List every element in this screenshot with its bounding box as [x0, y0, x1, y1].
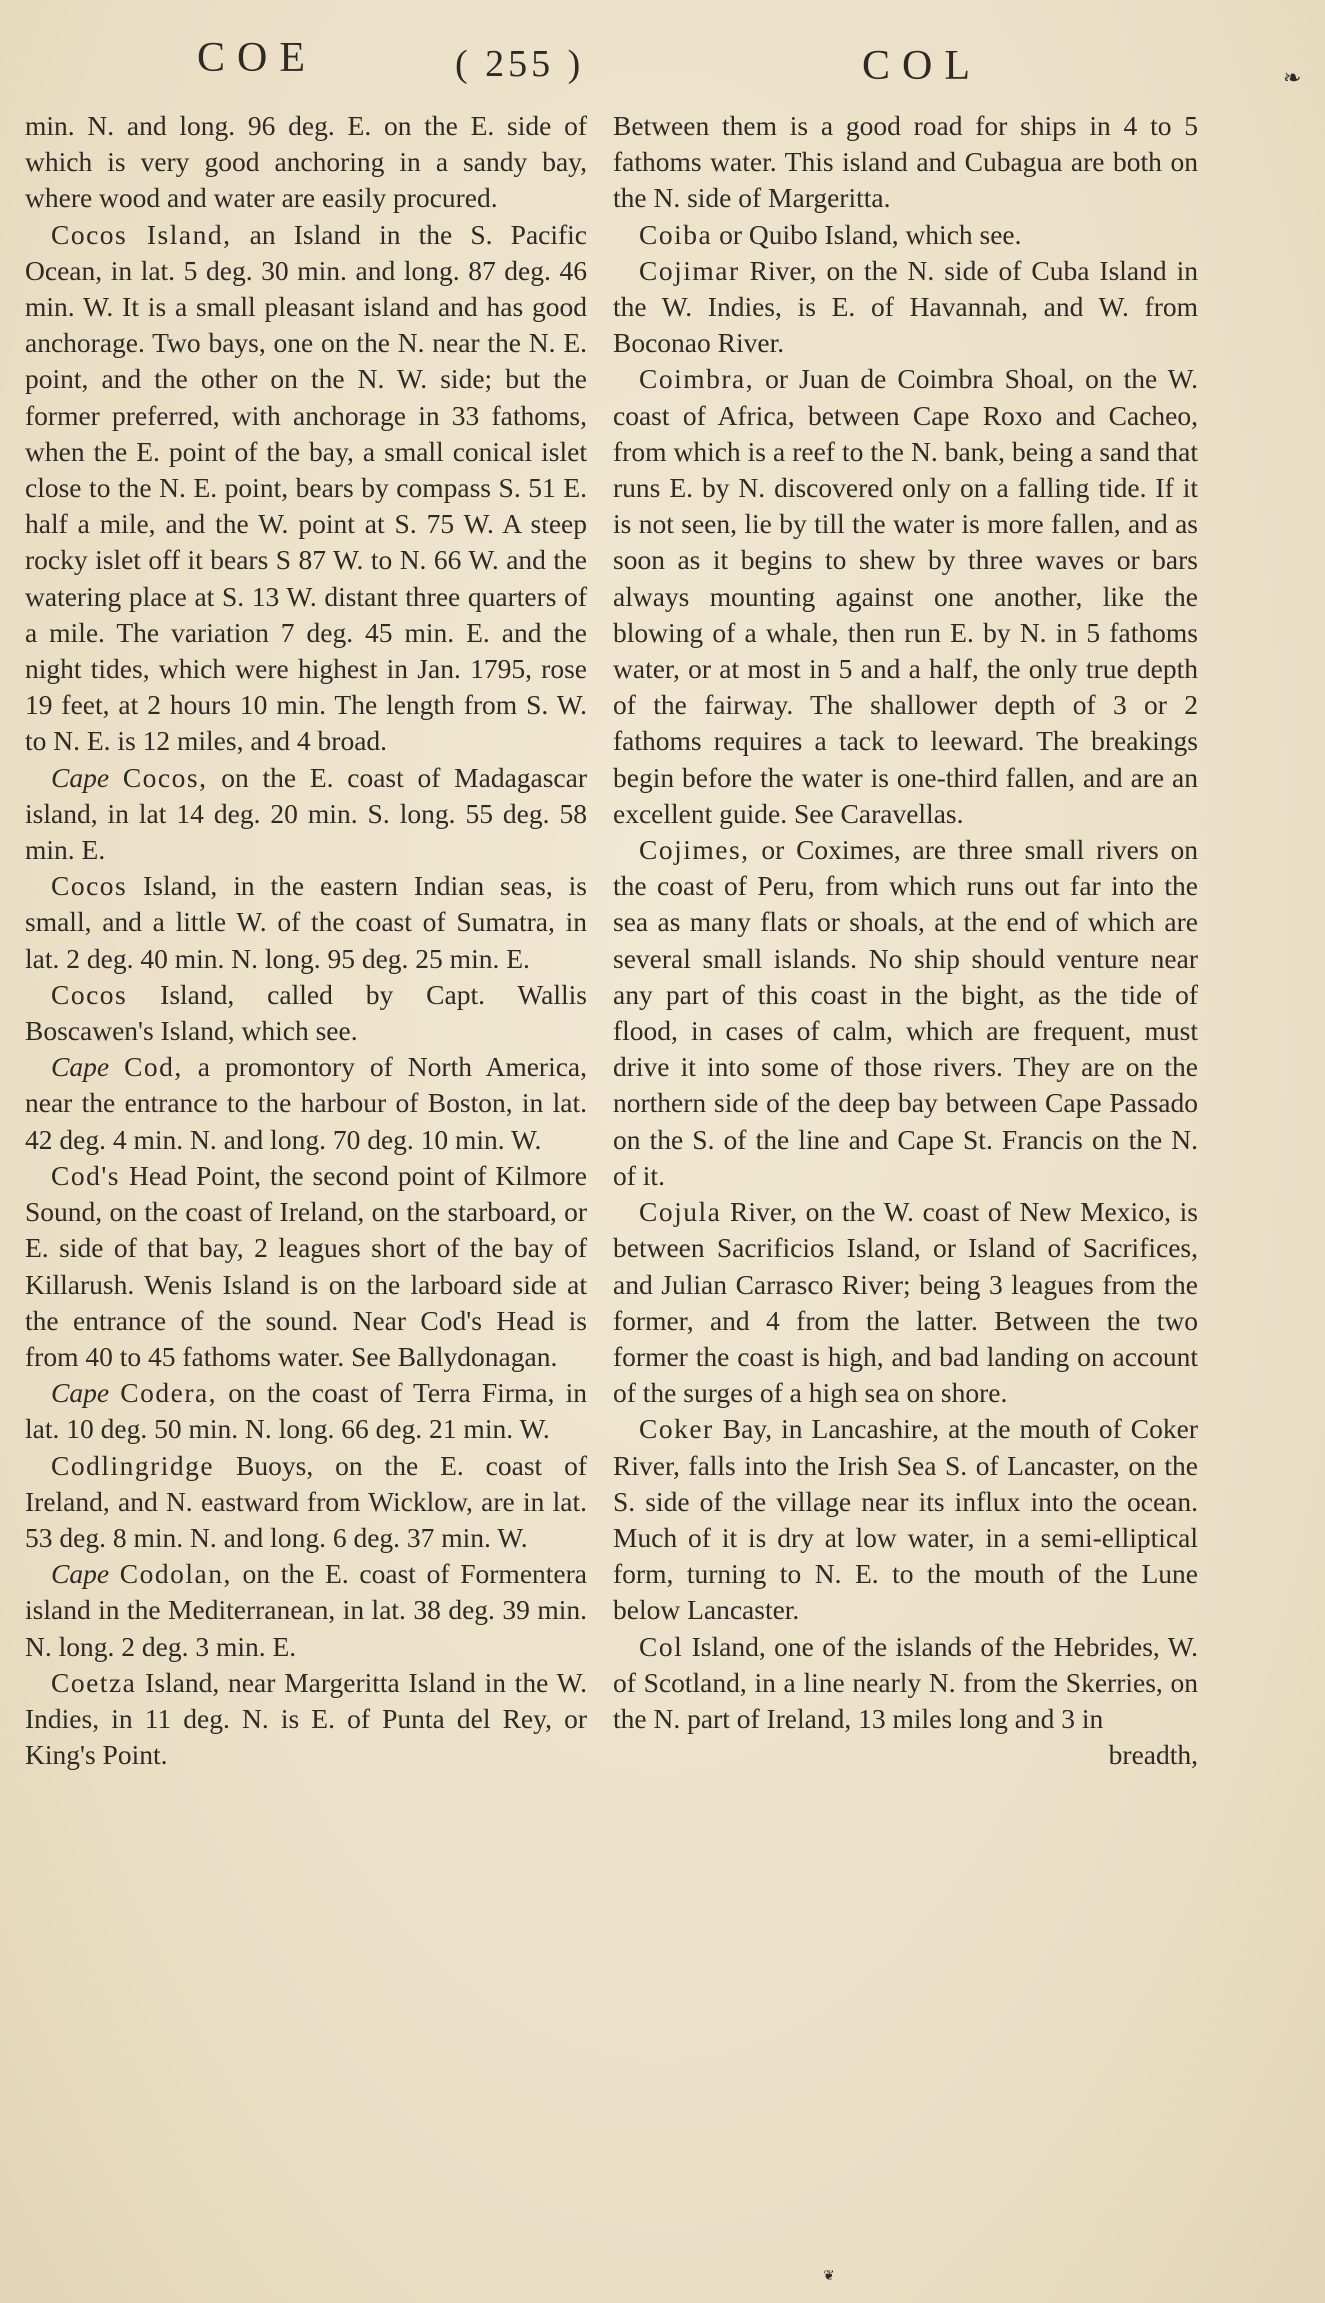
entry-text: or Quibo Island, which see.: [712, 218, 1022, 250]
entry-prefix: Cape: [51, 1377, 110, 1409]
entry-text: Island, one of the islands of the Hebrides, W. of Scotland, in a line nearly N. from the Skerries, on the N. part of Ireland, 13 miles long and 3 in: [613, 1630, 1198, 1734]
entry-prefix: Cape: [51, 1051, 110, 1083]
page-number: ( 255 ): [455, 43, 585, 85]
entry: [25, 1665, 587, 1774]
entry-text: Between them is a good road for ships in 4 to 5 fathoms water. This island and Cubagua are both on the N. side of Margeritta.: [613, 110, 1198, 214]
ornament-icon: ❧: [1283, 66, 1302, 91]
entry-text: Island, near Margeritta Island in the W. Indies, in 11 deg. N. is E. of Punta del Rey, or King's Point.: [25, 1666, 587, 1771]
entry: [25, 108, 587, 217]
entry-term: Cojula: [639, 1196, 722, 1228]
entry-term: Cod,: [124, 1051, 183, 1083]
entry-term: Coetza: [51, 1666, 137, 1698]
entry-text: Head Point, the second point of Kilmore Sound, on the coast of Ireland, on the starboard, or E. side of that bay, 2 leagues short of the bay of Killarush. Wenis Island is on the larboard side at the entrance of the sound. Near Cod's Head is from 40 to 45 fathoms water. See Ballydonagan.: [25, 1159, 587, 1372]
entry-term: Coimbra,: [639, 363, 755, 395]
entry-term: Coker: [639, 1413, 714, 1445]
entry: [25, 217, 587, 760]
entry-text: on the E. coast of Madagascar island, in lat 14 deg. 20 min. S. long. 55 deg. 58 min. E.: [25, 761, 588, 866]
header-left-guideword: COE: [197, 35, 317, 81]
entry-term: Cocos: [51, 870, 128, 902]
entry-term: Coiba: [639, 218, 713, 250]
entry: [613, 832, 1198, 1194]
entry-text: or Coximes, are three small rivers on the coast of Peru, from which runs out far into the sea as many flats or shoals, at the end of which are several small islands. No ship should venture near any part of this coast in the bight, as the tide of flood, in cases of calm, which are frequent, must drive it into some of those rivers. They are on the northern side of the deep bay between Cape Passado on the S. of the line and Cape St. Francis on the N. of it.: [613, 834, 1198, 1191]
entry: [613, 217, 1198, 253]
entry-term: Codlingridge: [51, 1449, 215, 1481]
right-column: [613, 108, 1198, 1773]
entry: [25, 977, 587, 1049]
entry: [25, 1556, 587, 1665]
entry: [25, 1158, 587, 1375]
entry: [25, 1049, 587, 1158]
entry-text: Island, called by Capt. Wallis Boscawen's Island, which see.: [25, 978, 587, 1047]
entry-text: River, on the N. side of Cuba Island in the W. Indies, is E. of Havannah, and W. from Boconao River.: [613, 254, 1198, 359]
entry-text: a promontory of North America, near the entrance to the harbour of Boston, in lat. 42 deg. 4 min. N. and long. 70 deg. 10 min. W.: [25, 1051, 588, 1155]
entry: [613, 361, 1198, 832]
entry-term: Cocos,: [122, 761, 208, 793]
entry: [25, 1375, 587, 1447]
entry: [613, 1194, 1198, 1411]
entry-term: Cocos: [51, 978, 128, 1010]
entry-term: Codolan,: [119, 1558, 232, 1590]
entry-prefix: Cape: [51, 761, 110, 793]
entry-term: Col: [639, 1630, 684, 1662]
entry-text: Bay, in Lancashire, at the mouth of Coker River, falls into the Irish Sea S. of Lancaster, on the S. side of the village near its influx into the ocean. Much of it is dry at low water, in a semi-elliptical form, turning to N. E. to the mouth of the Lune below Lancaster.: [613, 1413, 1198, 1626]
catchword: breadth,: [1108, 1739, 1198, 1771]
entry: [613, 1629, 1198, 1738]
entry: [25, 1448, 587, 1557]
entry-term: Codera,: [120, 1377, 218, 1409]
entry: [25, 868, 587, 977]
entry-term: Cocos Island,: [51, 218, 232, 250]
entry-text: or Juan de Coimbra Shoal, on the W. coast of Africa, between Cape Roxo and Cacheo, from which is a reef to the N. bank, being a sand that runs E. by N. discovered only on a falling tide. If it is not seen, lie by till the water is more fallen, and as soon as it begins to shew by three waves or bars always mounting against one another, like the blowing of a whale, then run E. by N. in 5 fathoms water, or at most in 5 and a half, the only true depth of the fairway. The shallower depth of 3 or 2 fathoms requires a tack to leeward. The breakings begin before the water is one-third fallen, and are an excellent guide. See Caravellas.: [613, 363, 1198, 829]
entry: [613, 1411, 1198, 1628]
entry-text: on the E. coast of Formentera island in the Mediterranean, in lat. 38 deg. 39 min. N. long. 2 deg. 3 min. E.: [25, 1558, 587, 1662]
entry-text: River, on the W. coast of New Mexico, is between Sacrificios Island, or Island of Sacrifices, and Julian Carrasco River; being 3 leagues from the former, and 4 from the latter. Between the two former the coast is high, and bad landing on account of the surges of a high sea on shore.: [613, 1196, 1198, 1409]
entry-term: Cod's: [51, 1159, 120, 1191]
entry-text: Island, in the eastern Indian seas, is small, and a little W. of the coast of Sumatra, in lat. 2 deg. 40 min. N. long. 95 deg. 25 min. E.: [25, 870, 587, 974]
page-header: [0, 28, 1325, 98]
entry: [25, 760, 587, 869]
entry-text: an Island in the S. Pacific Ocean, in lat. 5 deg. 30 min. and long. 87 deg. 46 min. W. It is a small pleasant island and has good anchorage. Two bays, one on the N. near the N. E. point, and the other on the N. W. side; but the former preferred, with anchorage in 33 fathoms, when the E. point of the bay, a small conical islet close to the N. E. point, bears by compass S. 51 E. half a mile, and the W. point at S. 75 W. A steep rocky islet off it bears S 87 W. to N. 66 W. and the watering place at S. 13 W. distant three quarters of a mile. The variation 7 deg. 45 min. E. and the night tides, which were highest in Jan. 1795, rose 19 feet, at 2 hours 10 min. The length from S. W. to N. E. is 12 miles, and 4 broad.: [25, 218, 587, 757]
left-column: [25, 108, 587, 1773]
entry: [613, 253, 1198, 362]
entry-text: min. N. and long. 96 deg. E. on the E. side of which is very good anchoring in a sandy bay, where wood and water are easily procured.: [25, 110, 587, 214]
entry-text: Buoys, on the E. coast of Ireland, and N. eastward from Wicklow, are in lat. 53 deg. 8 min. N. and long. 6 deg. 37 min. W.: [25, 1449, 587, 1553]
entry-term: Cojimar: [639, 254, 740, 286]
entry: [613, 108, 1198, 217]
header-right-guideword: COL: [862, 43, 982, 89]
entry-prefix: Cape: [51, 1558, 110, 1590]
footer-ornament-icon: ❦: [823, 2268, 835, 2284]
entry-text: on the coast of Terra Firma, in lat. 10 deg. 50 min. N. long. 66 deg. 21 min. W.: [25, 1377, 587, 1445]
entry-term: Cojimes,: [639, 834, 750, 866]
